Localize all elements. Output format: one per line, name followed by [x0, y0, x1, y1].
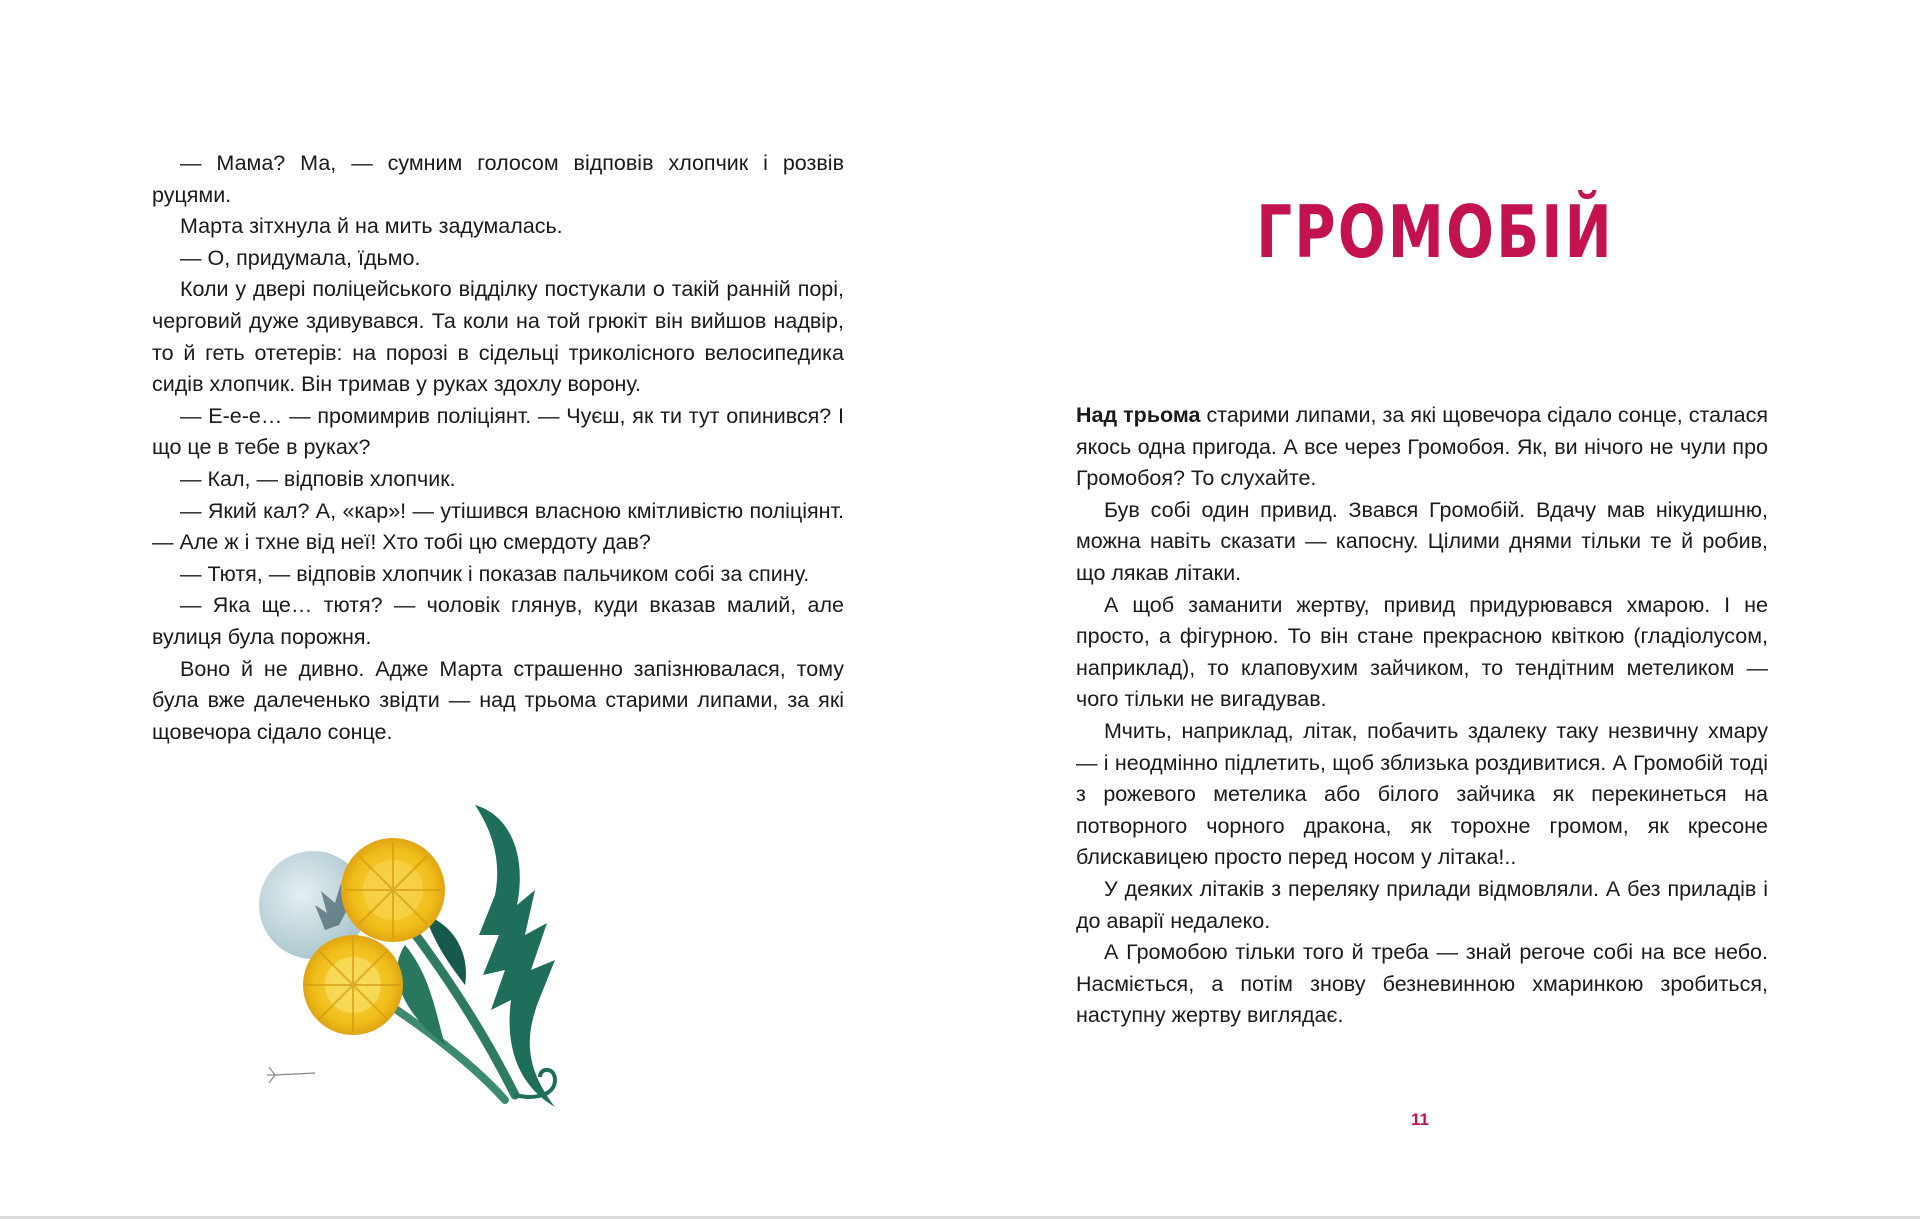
paragraph-text: старими липами, за які щовечора сідало сонце, сталася якось одна пригода. А все через Громобоя. Як, ви нічого не чули про Громобоя? То слухайте.: [1076, 403, 1768, 491]
paragraph: Мчить, наприклад, літак, побачить здалеку таку незвичну хмару — і неодмінно підлетить, щоб зблизька роздивитися. А Громобій тоді з рожевого метелика або білого зайчика як перекинеться на потворного чорного дракона, як торохне громом, як кресоне блискавицею просто перед носом у літака!..: [1076, 718, 1768, 870]
paragraph: Коли у двері поліцейського відділку постукали о такій ранній порі, черговий дуже здивувався. Та коли на той грюкіт він вийшов надвір, то й геть отетерів: на порозі в сідельці триколісного велосипедика сидів хлопчик. Він тримав у руках здохлу ворону.: [152, 277, 844, 397]
paragraph: — Мама? Ма, — сумним голосом відповів хлопчик і розвів руцями.: [152, 151, 844, 207]
left-page-text: [152, 148, 844, 748]
paragraph: — Е-е-е… — промимрив поліціянт. — Чуєш, як ти тут опинився? І що це в тебе в руках?: [152, 403, 844, 460]
paragraph: А щоб заманити жертву, привид придурювався хмарою. І не просто, а фігурною. То він стане прекрасною квіткою (гладіолусом, наприклад), то клаповухим зайчиком, то тендітним метеликом — чого тільки не вигадував.: [1076, 592, 1768, 712]
paragraph: Воно й не дивно. Адже Марта страшенно запізнювалася, тому була вже далеченько звідти — над трьома старими липами, за які щовечора сідало сонце.: [152, 656, 844, 744]
paragraph: [1076, 400, 1768, 495]
paragraph: — О, придумала, їдьмо.: [180, 245, 421, 270]
paragraph: — Який кал? А, «кар»! — утішився власною кмітливістю поліціянт. — Але ж і тхне від неї! Хто тобі цю смердоту дав?: [152, 498, 844, 555]
page-number: 11: [1411, 1110, 1429, 1129]
paragraph: Марта зітхнула й на мить задумалась.: [180, 214, 563, 239]
chapter-title: ГРОМОБІЙ: [1256, 190, 1614, 274]
dandelion-illustration-icon: [255, 795, 695, 1115]
paragraph: — Кал, — відповів хлопчик.: [180, 466, 456, 491]
right-page-text: [1076, 400, 1768, 1032]
paragraph: А Громобою тільки того й треба — знай регоче собі на все небо. Насміється, а потім знову безневинною хмаринкою зробиться, наступну жертву виглядає.: [1076, 940, 1768, 1028]
lead-words: Над трьома: [1076, 403, 1201, 427]
leaf-shape: [475, 805, 555, 1107]
seed-shape: [267, 1067, 315, 1083]
paragraph: У деяких літаків з переляку прилади відмовляли. А без приладів і до аварії недалеко.: [1076, 876, 1768, 933]
right-page: [960, 0, 1920, 1219]
paragraph: — Тютя, — відповів хлопчик і показав пальчиком собі за спину.: [180, 561, 810, 586]
paragraph: Був собі один привид. Звався Громобій. Вдачу мав нікудишню, можна навіть сказати — капосну. Цілими днями тільки те й робив, що лякав літаки.: [1076, 497, 1768, 585]
paragraph: — Яка ще… тютя? — чоловік глянув, куди вказав малий, але вулиця була порожня.: [152, 593, 844, 649]
